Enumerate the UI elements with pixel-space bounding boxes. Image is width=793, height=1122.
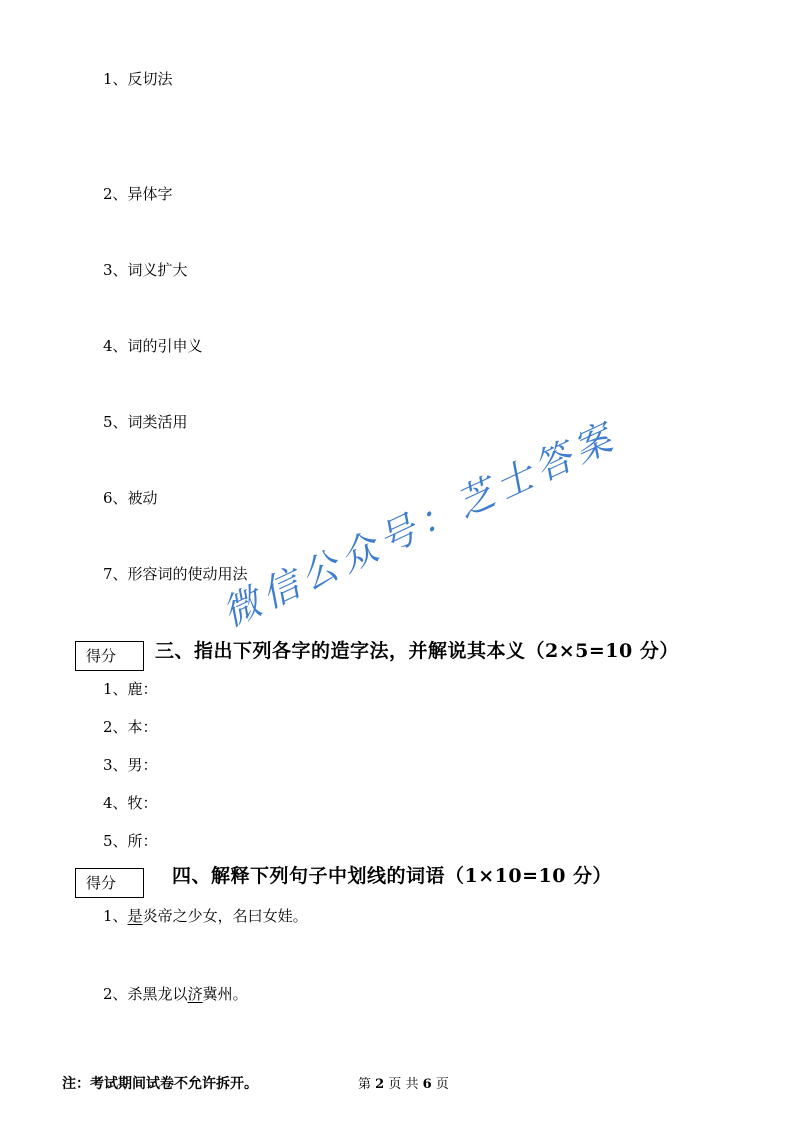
- char-item: 4、牧：: [103, 794, 158, 812]
- watermark: 微信公众号：芝士答案: [215, 414, 624, 636]
- section4-title: 四、解释下列句子中划线的词语（1×10=10 分）: [172, 865, 613, 887]
- term-item: 6、被动: [103, 489, 158, 507]
- term-item: 1、反切法: [103, 70, 173, 88]
- char-item: 1、鹿：: [103, 680, 158, 698]
- char-item: 2、本：: [103, 718, 158, 736]
- char-item: 3、男：: [103, 756, 158, 774]
- term-item: 7、形容词的使动用法: [103, 565, 248, 583]
- term-item: 2、异体字: [103, 185, 173, 203]
- term-item: 3、词义扩大: [103, 261, 188, 279]
- underlined-word: 济: [187, 985, 203, 1003]
- sentence-item: 1、是炎帝之少女，名曰女娃。: [103, 907, 308, 925]
- page-number: 第 2 页 共 6 页: [358, 1077, 449, 1092]
- footer-note: 注：考试期间试卷不允许拆开。: [62, 1076, 258, 1092]
- term-item: 5、词类活用: [103, 413, 188, 431]
- score-box: 得分: [75, 641, 144, 671]
- term-item: 4、词的引申义: [103, 337, 203, 355]
- section3-title: 三、指出下列各字的造字法，并解说其本义（2×5=10 分）: [155, 640, 679, 662]
- char-item: 5、所：: [103, 832, 158, 850]
- sentence-item: 2、杀黑龙以济冀州。: [103, 985, 248, 1003]
- underlined-word: 是: [127, 907, 143, 925]
- score-box: 得分: [75, 868, 144, 898]
